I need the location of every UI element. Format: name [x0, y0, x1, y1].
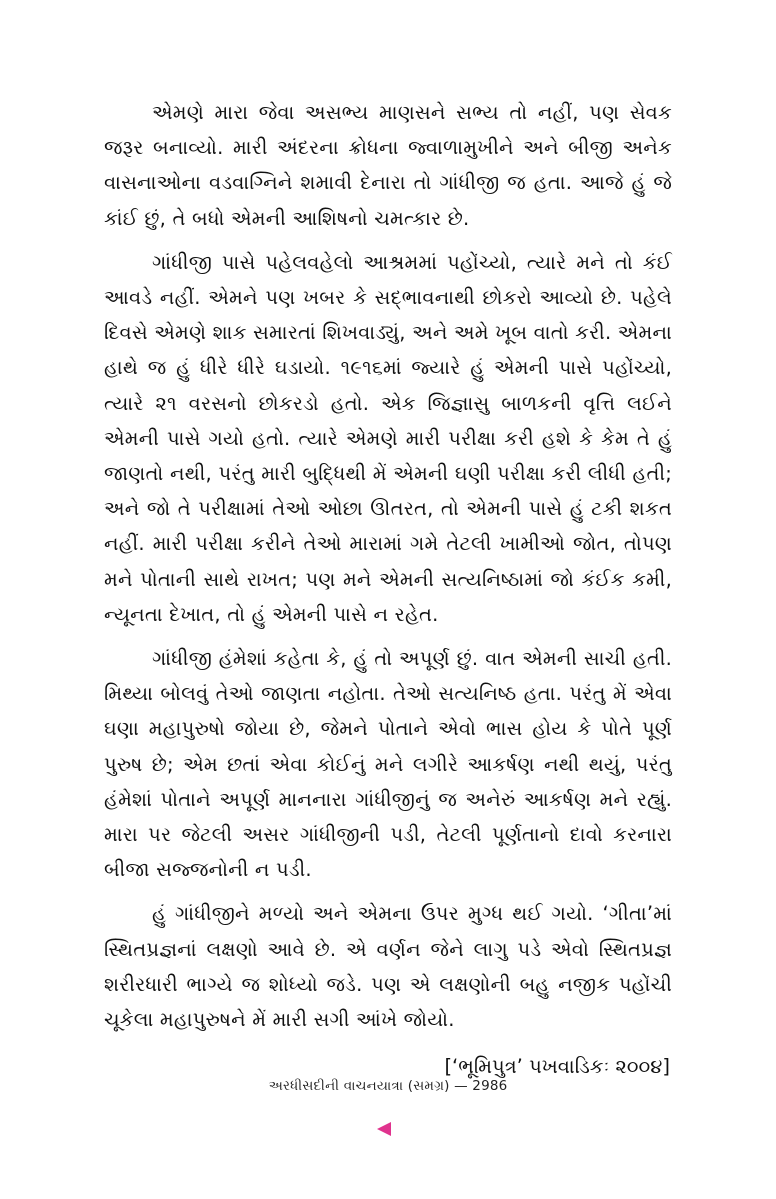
page-body — [104, 95, 672, 1084]
paragraph-2: ગાંધીજી પાસે પહેલવહેલો આશ્રમમાં પહોંચ્યો, ત્યારે મને તો કંઈ આવડે નહીં. એમને પણ ખબર કે સદ્ભાવનાથી છોકરો આવ્યો છે. પહેલે દિવસે એમણે શાક સમારતાં શિખવાડ્યું, અને અમે ખૂબ વાતો કરી. એમના હાથે જ હું ધીરે ધીરે ઘડાયો. ૧૯૧૬માં જ્યારે હું એમની પાસે પહોંચ્યો, ત્યારે ૨૧ વરસનો છોકરડો હતો. એક જિજ્ઞાસુ બાળકની વૃત્તિ લઈને એમની પાસે ગયો હતો. ત્યારે એમણે મારી પરીક્ષા કરી હશે કે કેમ તે હું જાણતો નથી, પરંતુ મારી બુદ્ધિથી મેં એમની ઘણી પરીક્ષા કરી લીધી હતી; અને જો તે પરીક્ષામાં તેઓ ઓછા ઊતરત, તો એમની પાસે હું ટકી શકત નહીં. મારી પરીક્ષા કરીને તેઓ મારામાં ગમે તેટલી ખામીઓ જોત, તોપણ મને પોતાની સાથે રાખત; પણ મને એમની સત્યનિષ્ઠામાં જો કંઈક કમી, ન્યૂનતા દેખાત, તો હું એમની પાસે ન રહેત. — [104, 250, 672, 626]
paragraph-1: એમણે મારા જેવા અસભ્ય માણસને સભ્ય તો નહીં, પણ સેવક જરૂર બનાવ્યો. મારી અંદરના ક્રોધના જ્વાળામુખીને અને બીજી અનેક વાસનાઓના વડવાગ્નિને શમાવી દેનારા તો ગાંધીજી જ હતા. આજે હું જે કાંઈ છું, તે બધો એમની આશિષનો ચમત્કાર છે. — [104, 101, 672, 230]
source-citation: [‘ભૂમિપુત્ર’ પખવાડિકઃ ૨૦૦૪] — [444, 1055, 670, 1079]
previous-page-arrow-icon[interactable] — [377, 1122, 391, 1136]
paragraph-4: હું ગાંધીજીને મળ્યો અને એમના ઉપર મુગ્ધ થઈ ગયો. ‘ગીતા’માં સ્થિતપ્રજ્ઞનાં લક્ષણો આવે છે. એ વર્ણન જેને લાગુ પડે એવો સ્થિતપ્રજ્ઞ શરીરધારી ભાગ્યે જ શોધ્યો જડે. પણ એ લક્ષણોની બહુ નજીક પહોંચી ચૂકેલા મહાપુરુષને મેં મારી સગી આંખે જોયો. — [104, 902, 672, 1032]
paragraph-3: ગાંધીજી હંમેશાં કહેતા કે, હું તો અપૂર્ણ છું. વાત એમની સાચી હતી. મિથ્યા બોલવું તેઓ જાણતા નહોતા. તેઓ સત્યનિષ્ઠ હતા. પરંતુ મેં એવા ઘણા મહાપુરુષો જોયા છે, જેમને પોતાને એવો ભાસ હોય કે પોતે પૂર્ણ પુરુષ છે; એમ છતાં એવા કોઈનું મને લગીરે આકર્ષણ નથી થયું, પરંતુ હંમેશાં પોતાને અપૂર્ણ માનનારા ગાંધીજીનું જ અનેરું આકર્ષણ મને રહ્યું. મારા પર જેટલી અસર ગાંધીજીની પડી, તેટલી પૂર્ણતાનો દાવો કરનારા બીજા સજ્જનોની ન પડી. — [104, 647, 672, 882]
page-footer: અરધીસદીની વાચનયાત્રા (સમગ્ર) — 2986 — [268, 1078, 508, 1094]
